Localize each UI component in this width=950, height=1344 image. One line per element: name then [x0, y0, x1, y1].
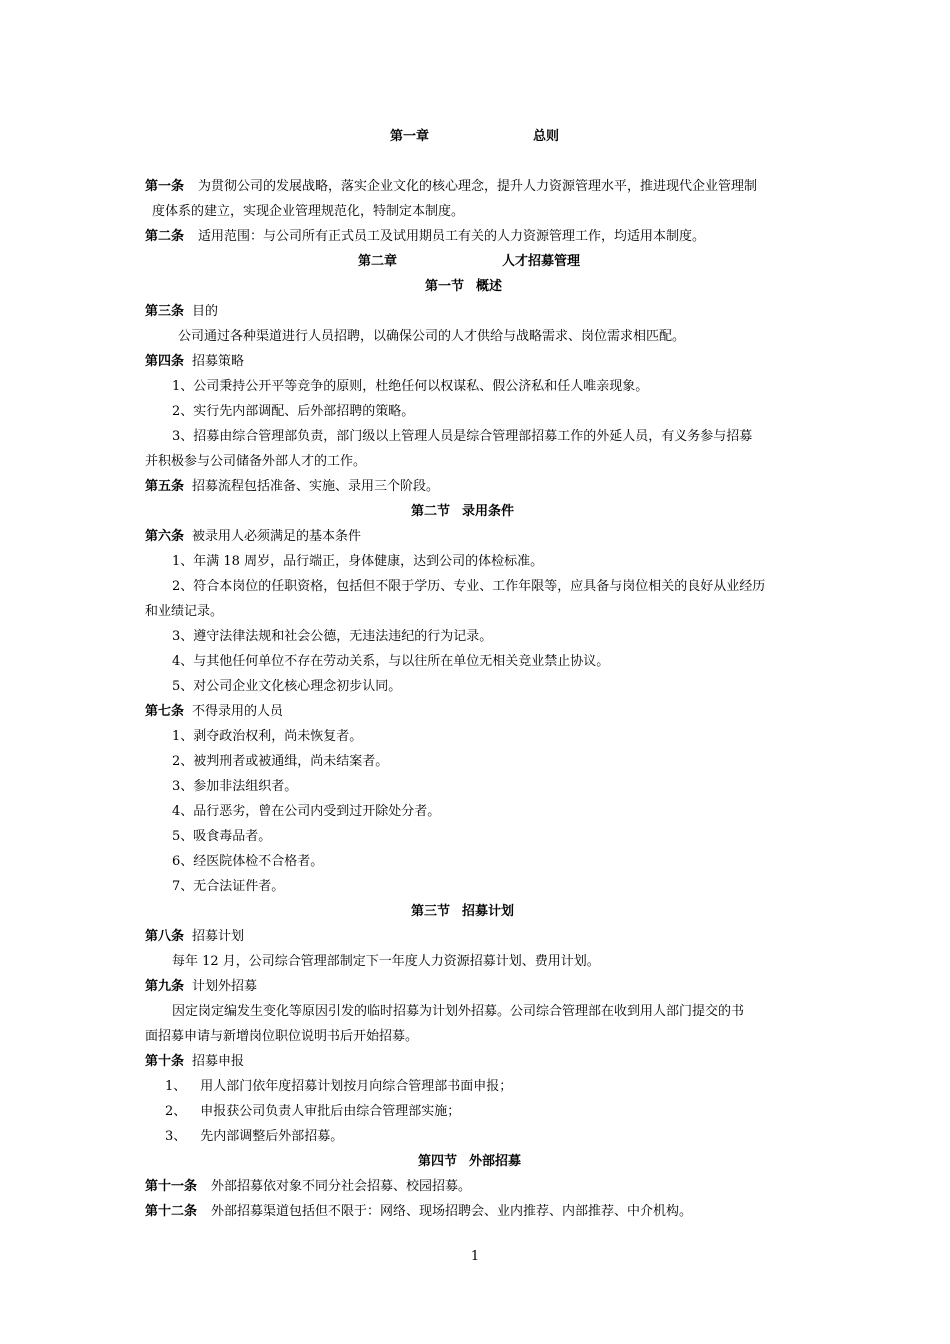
- article-7-label: 第七条: [145, 704, 185, 719]
- article-6: [145, 528, 361, 546]
- article-10-label: 第十条: [145, 1054, 185, 1069]
- article-7-item-4: 4、品行恶劣，曾在公司内受到过开除处分者。: [172, 804, 441, 819]
- article-12-text: 外部招募渠道包括但不限于：网络、现场招聘会、业内推荐、内部推荐、中介机构。: [211, 1204, 693, 1219]
- article-3: [145, 303, 218, 321]
- section-3-title: 招募计划: [462, 904, 515, 919]
- section-4-title: 外部招募: [469, 1154, 522, 1169]
- article-3-label: 第三条: [145, 304, 185, 319]
- article-10: [145, 1053, 244, 1071]
- article-6-item-3: 3、遵守法律法规和社会公德，无违法违纪的行为记录。: [172, 629, 493, 644]
- article-10-item-2-text: 申报获公司负责人审批后由综合管理部实施；: [200, 1104, 461, 1119]
- article-10-item-3-text: 先内部调整后外部招募。: [200, 1129, 344, 1144]
- article-4-item-2: 2、实行先内部调配、后外部招聘的策略。: [172, 404, 415, 419]
- article-8: [145, 928, 244, 946]
- article-9: [145, 978, 257, 996]
- article-10-item-1-text: 用人部门依年度招募计划按月向综合管理部书面申报；: [200, 1079, 513, 1094]
- article-2: [145, 228, 705, 246]
- article-1-label: 第一条: [145, 179, 185, 194]
- article-9-text: 计划外招募: [192, 979, 258, 994]
- page-number: 1: [470, 1249, 480, 1264]
- article-11-label: 第十一条: [145, 1179, 198, 1194]
- article-1-text: 为贯彻公司的发展战略，落实企业文化的核心理念，提升人力资源管理水平，推进现代企业管理制: [198, 179, 758, 194]
- article-5-text: 招募流程包括准备、实施、录用三个阶段。: [192, 479, 440, 494]
- chapter-2-title: 人才招募管理: [502, 254, 581, 269]
- article-6-item-2: 2、符合本岗位的任职资格，包括但不限于学历、专业、工作年限等，应具备与岗位相关的良好从业经历: [172, 579, 766, 594]
- section-1-heading: [425, 278, 502, 296]
- article-1: [145, 178, 757, 196]
- article-9-body: 因定岗定编发生变化等原因引发的临时招募为计划外招募。公司综合管理部在收到用人部门提交的书: [172, 1004, 745, 1019]
- article-4-item-1: 1、公司秉持公开平等竞争的原则，杜绝任何以权谋私、假公济私和任人唯亲现象。: [172, 379, 649, 394]
- article-7-item-1: 1、剥夺政治权利，尚未恢复者。: [172, 729, 363, 744]
- article-10-item-3-number: 3、: [165, 1129, 187, 1144]
- chapter-1-heading: [390, 128, 429, 146]
- chapter-1-number: 第一章: [390, 129, 430, 144]
- article-8-body: 每年 12 月，公司综合管理部制定下一年度人力资源招募计划、费用计划。: [172, 954, 600, 969]
- section-1-number: 第一节: [425, 279, 465, 294]
- article-7-item-6: 6、经医院体检不合格者。: [172, 854, 324, 869]
- article-12-label: 第十二条: [145, 1204, 198, 1219]
- article-9-label: 第九条: [145, 979, 185, 994]
- article-7-item-5: 5、吸食毒品者。: [172, 829, 272, 844]
- article-4-label: 第四条: [145, 354, 185, 369]
- article-3-text: 目的: [192, 304, 219, 319]
- article-4-item-3: 3、招募由综合管理部负责，部门级以上管理人员是综合管理部招募工作的外延人员，有义务参与招募: [172, 429, 753, 444]
- section-1-title: 概述: [476, 279, 503, 294]
- article-11: [145, 1178, 471, 1196]
- article-8-text: 招募计划: [192, 929, 245, 944]
- article-8-label: 第八条: [145, 929, 185, 944]
- section-3-number: 第三节: [411, 904, 451, 919]
- section-3-heading: [411, 903, 514, 921]
- section-4-heading: [418, 1153, 521, 1171]
- article-4: [145, 353, 244, 371]
- article-2-text: 适用范围：与公司所有正式员工及试用期员工有关的人力资源管理工作，均适用本制度。: [198, 229, 706, 244]
- section-2-heading: [411, 503, 514, 521]
- article-7: [145, 703, 283, 721]
- article-11-text: 外部招募依对象不同分社会招募、校园招募。: [211, 1179, 472, 1194]
- section-2-title: 录用条件: [462, 504, 515, 519]
- article-6-label: 第六条: [145, 529, 185, 544]
- article-1-cont: 度体系的建立，实现企业管理规范化，特制定本制度。: [152, 204, 465, 219]
- article-10-item-3: [165, 1128, 343, 1146]
- article-7-item-3: 3、参加非法组织者。: [172, 779, 298, 794]
- article-10-item-1-number: 1、: [165, 1079, 187, 1094]
- article-7-item-2: 2、被判刑者或被通缉，尚未结案者。: [172, 754, 389, 769]
- article-6-item-4: 4、与其他任何单位不存在劳动关系，与以往所在单位无相关竞业禁止协议。: [172, 654, 610, 669]
- article-7-item-7: 7、无合法证件者。: [172, 879, 285, 894]
- article-7-text: 不得录用的人员: [192, 704, 284, 719]
- section-2-number: 第二节: [411, 504, 451, 519]
- article-6-item-2-cont: 和业绩记录。: [145, 604, 224, 619]
- article-10-text: 招募申报: [192, 1054, 245, 1069]
- article-6-item-5: 5、对公司企业文化核心理念初步认同。: [172, 679, 402, 694]
- article-10-item-2-number: 2、: [165, 1104, 187, 1119]
- article-2-label: 第二条: [145, 229, 185, 244]
- article-4-item-3-cont: 并积极参与公司储备外部人才的工作。: [145, 454, 367, 469]
- chapter-2-number: 第二章: [358, 254, 398, 269]
- article-4-text: 招募策略: [192, 354, 245, 369]
- article-6-text: 被录用人必须满足的基本条件: [192, 529, 362, 544]
- article-3-body: 公司通过各种渠道进行人员招聘，以确保公司的人才供给与战略需求、岗位需求相匹配。: [178, 329, 686, 344]
- chapter-1-title: 总则: [533, 129, 560, 144]
- section-4-number: 第四节: [418, 1154, 458, 1169]
- article-10-item-1: [165, 1078, 512, 1096]
- article-10-item-2: [165, 1103, 460, 1121]
- article-5-label: 第五条: [145, 479, 185, 494]
- article-12: [145, 1203, 692, 1221]
- article-9-body-cont: 面招募申请与新增岗位职位说明书后开始招募。: [145, 1029, 419, 1044]
- article-6-item-1: 1、年满 18 周岁，品行端正，身体健康，达到公司的体检标准。: [172, 554, 544, 569]
- article-5: [145, 478, 439, 496]
